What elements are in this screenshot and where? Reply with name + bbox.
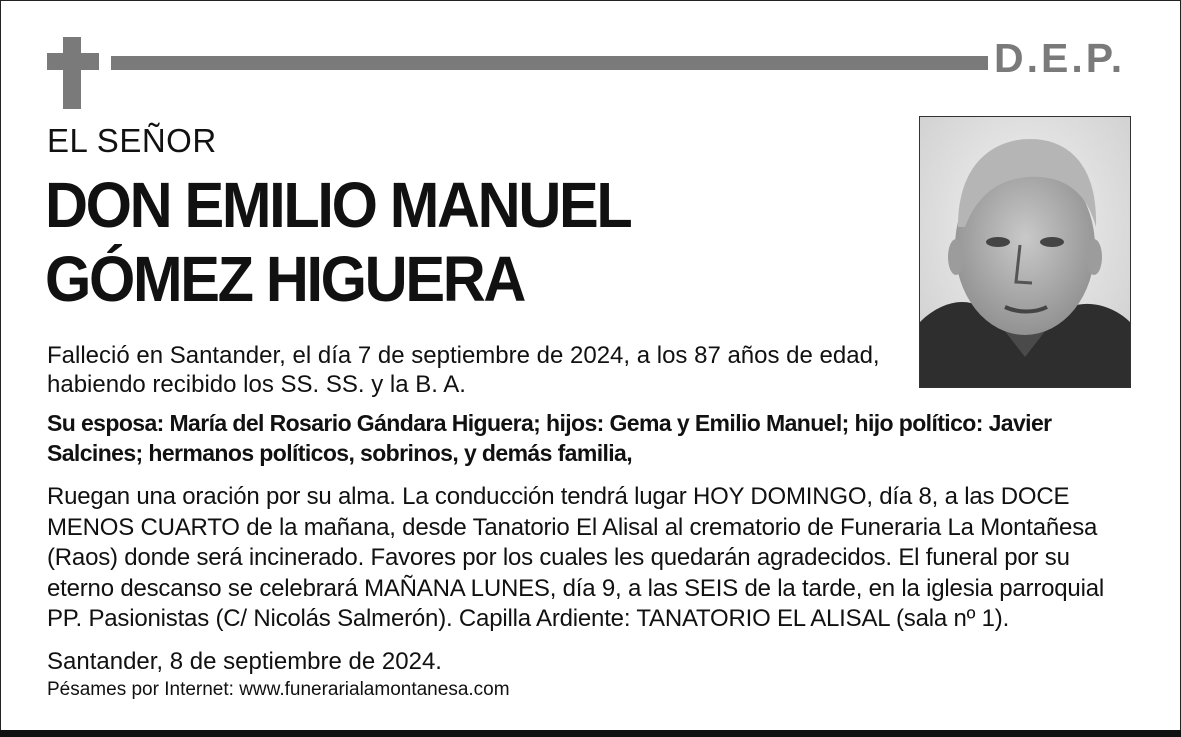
ceremony-details: Ruegan una oración por su alma. La conducción tendrá lugar HOY DOMINGO, día 8, a las DOCE MENOS CUARTO de la mañana, desde Tanatorio El Alisal al crematorio de Funeraria La Montañesa (Raos) donde será incinerado. Favores por los cuales les quedarán agradecidos. El funeral por su eterno descanso se celebrará MAÑANA LUNES, día 9, a las SEIS de la tarde, en la iglesia parroquial PP. Pasionistas (C/ Nicolás Salmerón). Capilla Ardiente: TANATORIO EL ALISAL (sala nº 1). xyxy=(47,483,1104,632)
portrait-illustration xyxy=(920,117,1130,387)
cross-icon-arm xyxy=(47,53,99,70)
cross-icon xyxy=(63,37,81,109)
place-date: Santander, 8 de septiembre de 2024. xyxy=(47,648,442,675)
deceased-name-line1: DON EMILIO MANUEL xyxy=(45,169,631,241)
dep-label: D.E.P. xyxy=(994,35,1126,81)
deceased-name xyxy=(45,168,630,316)
portrait-photo xyxy=(919,116,1131,388)
death-notice: Falleció en Santander, el día 7 de septiembre de 2024, a los 87 años de edad, habiendo recibido los SS. SS. y la B. A. xyxy=(47,342,880,398)
header-rule xyxy=(111,56,988,70)
condolences-link: Pésames por Internet: www.funerarialamontanesa.com xyxy=(47,679,510,700)
deceased-name-line2: GÓMEZ HIGUERA xyxy=(45,243,525,315)
honorific: EL SEÑOR xyxy=(47,122,217,159)
bottom-rule xyxy=(0,730,1181,737)
family-list: Su esposa: María del Rosario Gándara Higuera; hijos: Gema y Emilio Manuel; hijo político: Javier Salcines; hermanos políticos, sobrinos, y demás familia, xyxy=(47,410,1052,466)
